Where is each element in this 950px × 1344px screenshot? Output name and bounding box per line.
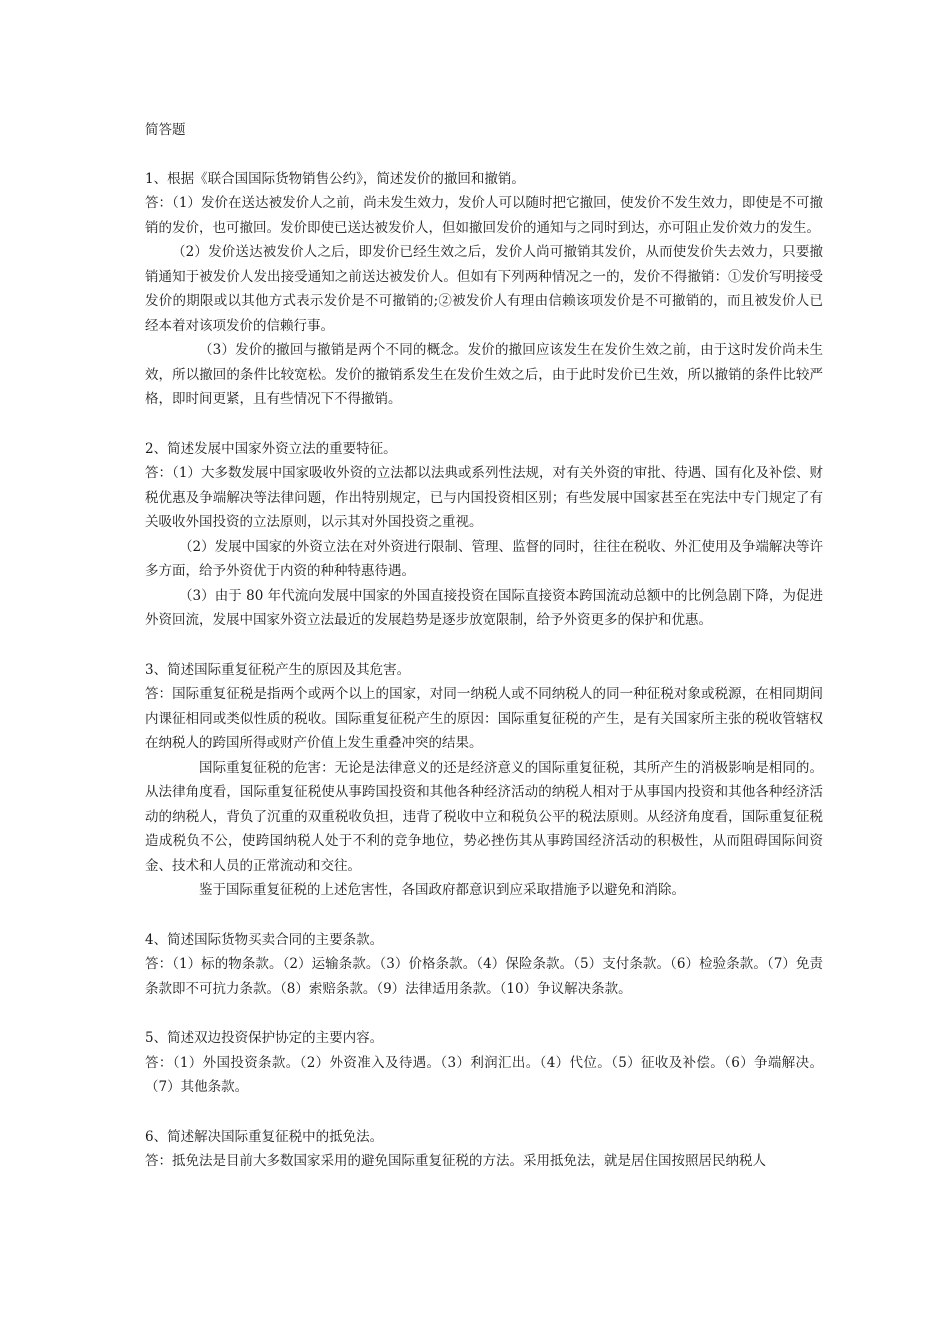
answer-paragraph: 答：（1）标的物条款。（2）运输条款。（3）价格条款。（4）保险条款。（5）支付条款。（6）检验条款。（7）免责条款即不可抗力条款。（8）索赔条款。（9）法律适用条款。（10）争议解决条款。 (145, 956, 823, 997)
question-heading: 6、简述解决国际重复征税中的抵免法。 (145, 1128, 384, 1145)
question-5 (145, 1026, 823, 1100)
answer-paragraph: 答：国际重复征税是指两个或两个以上的国家，对同一纳税人或不同纳税人的同一种征税对象或税源，在相同期间内课征相同或类似性质的税收。国际重复征税产生的原因：国际重复征税的产生，是有关国家所主张的税收管辖权在纳税人的跨国所得或财产价值上发生重叠冲突的结果。 (145, 686, 823, 751)
question-1 (145, 167, 823, 412)
answer-paragraph: 答：（1）外国投资条款。（2）外资准入及待遇。（3）利润汇出。（4）代位。（5）征收及补偿。（6）争端解决。（7）其他条款。 (145, 1054, 823, 1095)
answer-paragraph: 国际重复征税的危害：无论是法律意义的还是经济意义的国际重复征税，其所产生的消极影响是相同的。从法律角度看，国际重复征税使从事跨国投资和其他各种经济活动的纳税人相对于从事国内投资和其他各种经济活动的纳税人，背负了沉重的双重税收负担，违背了税收中立和税负公平的税法原则。从经济角度看，国际重复征税造成税负不公，使跨国纳税人处于不利的竞争地位，势必挫伤其从事跨国经济活动的积极性，从而阻碍国际间资金、技术和人员的正常流动和交往。 (145, 759, 823, 874)
question-6 (145, 1125, 823, 1174)
question-3 (145, 658, 823, 903)
answer-paragraph: 答：（1）发价在送达被发价人之前，尚未发生效力，发价人可以随时把它撤回，使发价不发生效力，即使是不可撤销的发价，也可撤回。发价即使已送达被发价人，但如撤回发价的通知与之同时到达，亦可阻止发价效力的发生。 (145, 195, 823, 236)
answer-paragraph: （2）发展中国家的外资立法在对外资进行限制、管理、监督的同时，往往在税收、外汇使用及争端解决等许多方面，给予外资优于内资的种种特惠待遇。 (145, 538, 823, 579)
question-heading: 2、简述发展中国家外资立法的重要特征。 (145, 440, 397, 457)
answer-paragraph: 答：抵免法是目前大多数国家采用的避免国际重复征税的方法。采用抵免法，就是居住国按照居民纳税人 (145, 1153, 766, 1169)
question-heading: 5、简述双边投资保护协定的主要内容。 (145, 1030, 384, 1046)
document-title: 简答题 (145, 122, 186, 138)
document-page (145, 118, 823, 1199)
answer-paragraph: 鉴于国际重复征税的上述危害性，各国政府都意识到应采取措施予以避免和消除。 (199, 882, 685, 898)
question-heading: 4、简述国际货物买卖合同的主要条款。 (145, 931, 384, 948)
question-4 (145, 928, 823, 1002)
question-2 (145, 437, 823, 633)
question-heading: 3、简述国际重复征税产生的原因及其危害。 (145, 661, 411, 678)
answer-paragraph: （2）发价送达被发价人之后，即发价已经生效之后，发价人尚可撤销其发价，从而使发价失去效力，只要撤销通知于被发价人发出接受通知之前送达被发价人。但如有下列两种情况之一的，发价不得撤销：①发价写明接受发价的期限或以其他方式表示发价是不可撤销的;②被发价人有理由信赖该项发价是不可撤销的，而且被发价人已经本着对该项发价的信赖行事。 (145, 244, 823, 334)
answer-paragraph: （3）发价的撤回与撤销是两个不同的概念。发价的撤回应该发生在发价生效之前，由于这时发价尚未生效，所以撤回的条件比较宽松。发价的撤销系发生在发价生效之后，由于此时发价已生效，所以撤销的条件比较严格，即时间更紧，且有些情况下不得撤销。 (145, 342, 823, 407)
answer-paragraph: 答：（1）大多数发展中国家吸收外资的立法都以法典或系列性法规，对有关外资的审批、待遇、国有化及补偿、财税优惠及争端解决等法律问题，作出特别规定，已与内国投资相区别；有些发展中国家甚至在宪法中专门规定了有关吸收外国投资的立法原则，以示其对外国投资之重视。 (145, 465, 823, 530)
question-heading: 1、根据《联合国国际货物销售公约》，简述发价的撤回和撤销。 (145, 170, 525, 187)
answer-paragraph: （3）由于 80 年代流向发展中国家的外国直接投资在国际直接资本跨国流动总额中的比例急剧下降，为促进外资回流，发展中国家外资立法最近的发展趋势是逐步放宽限制，给予外资更多的保护和优惠。 (145, 587, 823, 628)
